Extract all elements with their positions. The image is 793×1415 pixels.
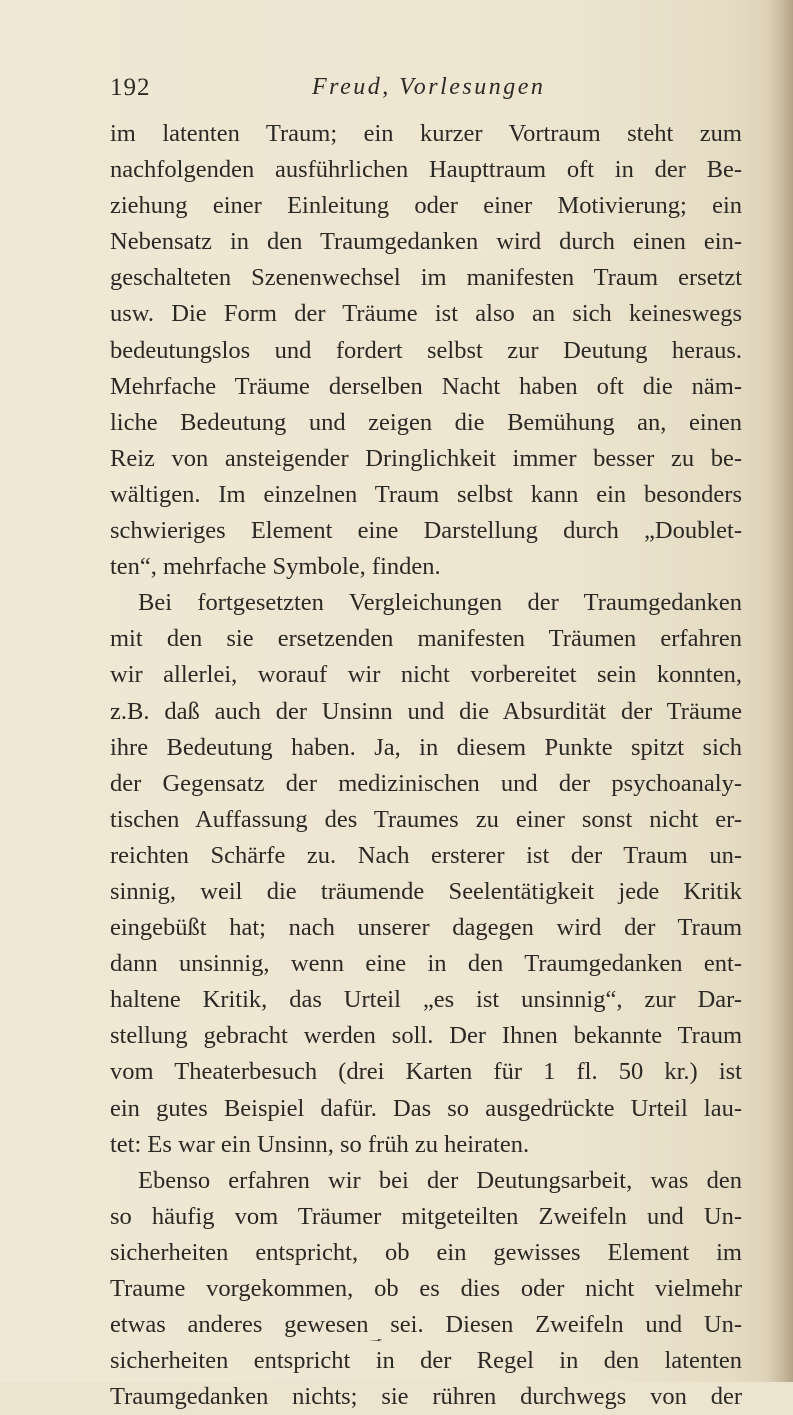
text-line: bedeutungslos und fordert selbst zur Deutung heraus. bbox=[110, 336, 742, 364]
text-line: stellung gebracht werden soll. Der Ihnen bekannte Traum bbox=[110, 1022, 742, 1050]
text-line: z.B. daß auch der Unsinn und die Absurdität der Träume bbox=[110, 697, 742, 725]
text-line: wir allerlei, worauf wir nicht vorbereitet sein konnten, bbox=[110, 661, 742, 689]
text-line: Nebensatz in den Traumgedanken wird durch einen ein- bbox=[110, 228, 742, 256]
text-line: Ebenso erfahren wir bei der Deutungsarbeit, was den bbox=[138, 1166, 742, 1194]
text-line: dann unsinnig, wenn eine in den Traumgedanken ent- bbox=[110, 950, 742, 978]
text-line: tet: Es war ein Unsinn, so früh zu heiraten. bbox=[110, 1130, 530, 1158]
text-line: Traume vorgekommen, ob es dies oder nicht vielmehr bbox=[110, 1275, 742, 1302]
text-line: nachfolgenden ausführlichen Haupttraum oft in der Be- bbox=[110, 156, 742, 184]
text-line: so häufig vom Träumer mitgeteilten Zweifeln und Un- bbox=[110, 1202, 742, 1230]
text-line: eingebüßt hat; nach unserer dagegen wird der Traum bbox=[110, 914, 742, 942]
printer-mark bbox=[368, 1338, 382, 1342]
text-line: tischen Auffassung des Traumes zu einer sonst nicht er- bbox=[110, 805, 742, 833]
text-line: im latenten Traum; ein kurzer Vortraum steht zum bbox=[110, 120, 742, 147]
text-line: schwieriges Element eine Darstellung durch „Doublet- bbox=[110, 517, 742, 545]
text-line: Mehrfache Träume derselben Nacht haben oft die näm- bbox=[110, 372, 742, 400]
text-line: reichten Schärfe zu. Nach ersterer ist der Traum un- bbox=[110, 841, 742, 869]
text-line: ten“, mehrfache Symbole, finden. bbox=[110, 553, 441, 581]
page-header bbox=[110, 74, 740, 114]
text-line: sicherheiten entspricht, ob ein gewisses Element im bbox=[110, 1238, 742, 1266]
text-line: haltene Kritik, das Urteil „es ist unsinnig“, zur Dar- bbox=[110, 986, 742, 1014]
page-edge-shadow bbox=[765, 0, 793, 1382]
text-line: usw. Die Form der Träume ist also an sich keineswegs bbox=[110, 300, 742, 328]
text-line: vom Theaterbesuch (drei Karten für 1 fl. 50 kr.) ist bbox=[110, 1058, 742, 1086]
text-line: geschalteten Szenenwechsel im manifesten Traum ersetzt bbox=[110, 264, 742, 292]
text-line: Bei fortgesetzten Vergleichungen der Traumgedanken bbox=[138, 589, 742, 617]
text-line: liche Bedeutung und zeigen die Bemühung an, einen bbox=[110, 408, 742, 436]
text-line: ihre Bedeutung haben. Ja, in diesem Punkte spitzt sich bbox=[110, 733, 742, 761]
text-line: etwas anderes gewesen sei. Diesen Zweifeln und Un- bbox=[110, 1311, 742, 1339]
page-number: 192 bbox=[110, 74, 151, 101]
text-line: sicherheiten entspricht in der Regel in den latenten bbox=[110, 1347, 742, 1375]
text-line: Traumgedanken nichts; sie rühren durchwegs von der bbox=[110, 1383, 742, 1411]
text-line: ein gutes Beispiel dafür. Das so ausgedrückte Urteil lau- bbox=[110, 1094, 742, 1122]
running-title: Freud, Vorlesungen bbox=[312, 74, 546, 100]
text-line: ziehung einer Einleitung oder einer Motivierung; ein bbox=[110, 192, 742, 220]
text-line: Reiz von ansteigender Dringlichkeit immer besser zu be- bbox=[110, 444, 742, 472]
text-line: mit den sie ersetzenden manifesten Träumen erfahren bbox=[110, 625, 742, 653]
text-line: wältigen. Im einzelnen Traum selbst kann ein besonders bbox=[110, 480, 742, 508]
text-line: der Gegensatz der medizinischen und der psychoanaly- bbox=[110, 769, 742, 797]
text-line: sinnig, weil die träumende Seelentätigkeit jede Kritik bbox=[110, 877, 742, 905]
body-text bbox=[110, 116, 742, 1415]
